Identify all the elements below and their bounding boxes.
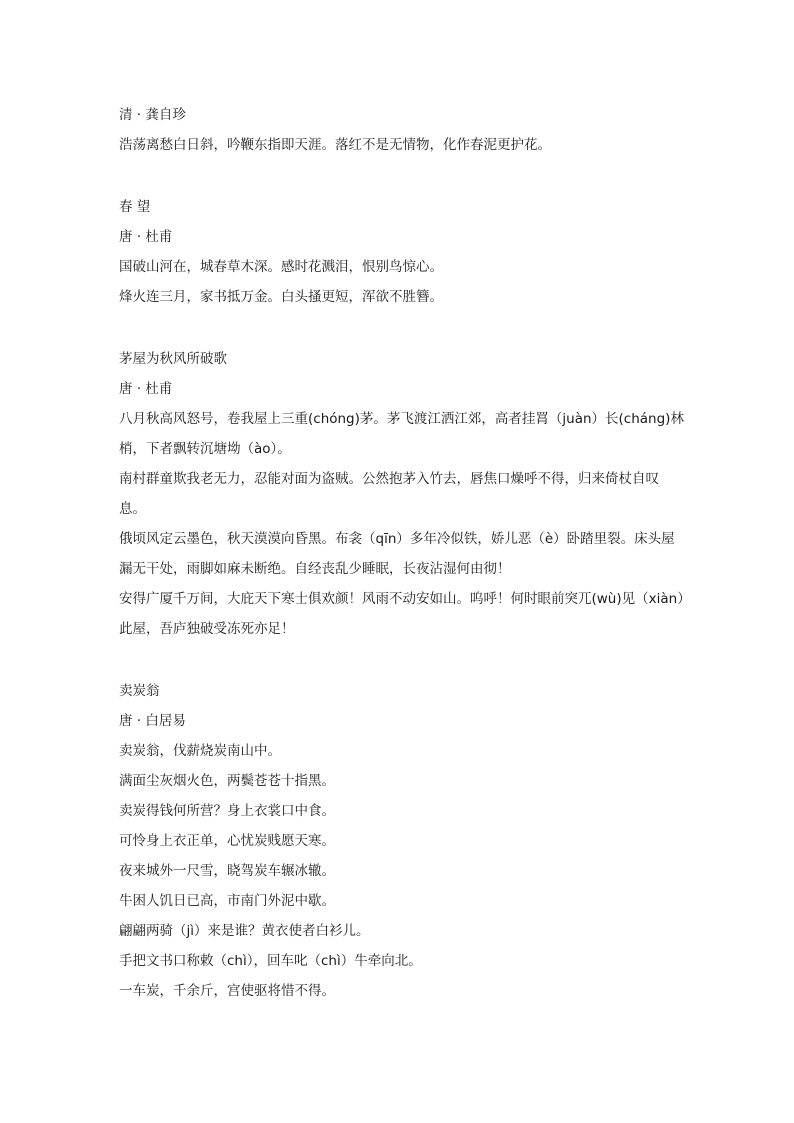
poem-author: 清 · 龚自珍 <box>119 107 186 123</box>
poem-section <box>119 676 685 1006</box>
poem-line: 一车炭，千余斤，宫使驱将惜不得。 <box>119 983 335 999</box>
poem-line: 翩翩两骑（jì）来是谁？黄衣使者白衫儿。 <box>119 923 370 939</box>
poem-line: 牛困人饥日已高，市南门外泥中歇。 <box>119 893 335 909</box>
poem-paragraph: 南村群童欺我老无力，忍能对面为盗贼。公然抱茅入竹去，唇焦口燥呼不得，归来倚杖自叹息。 <box>119 471 659 517</box>
section-gap <box>119 644 685 676</box>
poem-author: 唐 · 杜甫 <box>119 381 173 397</box>
poem-line: 卖炭得钱何所营？身上衣裳口中食。 <box>119 803 335 819</box>
document-page <box>119 100 685 1006</box>
section-gap <box>119 312 685 344</box>
poem-paragraph: 安得广厦千万间，大庇天下寒士俱欢颜！风雨不动安如山。呜呼！何时眼前突兀(wù)见（xiàn）此屋，吾庐独破受冻死亦足！ <box>119 591 684 637</box>
poem-section <box>119 100 685 160</box>
poem-line: 满面尘灰烟火色，两鬓苍苍十指黑。 <box>119 773 335 789</box>
poem-line: 烽火连三月，家书抵万金。白头搔更短，浑欲不胜簪。 <box>119 289 443 305</box>
section-gap <box>119 160 685 192</box>
poem-title: 茅屋为秋风所破歌 <box>119 351 227 367</box>
poem-title: 春 望 <box>119 199 151 215</box>
poem-author: 唐 · 白居易 <box>119 713 186 729</box>
poem-section <box>119 344 685 644</box>
poem-line: 手把文书口称敕（chì），回车叱（chì）牛牵向北。 <box>119 953 422 969</box>
poem-author: 唐 · 杜甫 <box>119 229 173 245</box>
poem-paragraph: 俄顷风定云墨色，秋天漠漠向昏黑。布衾（qīn）多年冷似铁，娇儿恶（è）卧踏里裂。床头屋漏无干处，雨脚如麻未断绝。自经丧乱少睡眠，长夜沾湿何由彻！ <box>119 531 675 577</box>
poem-section <box>119 192 685 312</box>
poem-line: 夜来城外一尺雪，晓驾炭车辗冰辙。 <box>119 863 335 879</box>
poem-line: 可怜身上衣正单，心忧炭贱愿天寒。 <box>119 833 335 849</box>
poem-line: 浩荡离愁白日斜，吟鞭东指即天涯。落红不是无情物，化作春泥更护花。 <box>119 137 551 153</box>
poem-line: 卖炭翁，伐薪烧炭南山中。 <box>119 743 281 759</box>
poem-paragraph: 八月秋高风怒号，卷我屋上三重(chóng)茅。茅飞渡江洒江郊，高者挂罥（juàn）长(cháng)林梢，下者飘转沉塘坳（ào）。 <box>119 411 684 457</box>
poem-title: 卖炭翁 <box>119 683 160 699</box>
poem-line: 国破山河在，城春草木深。感时花溅泪，恨别鸟惊心。 <box>119 259 443 275</box>
